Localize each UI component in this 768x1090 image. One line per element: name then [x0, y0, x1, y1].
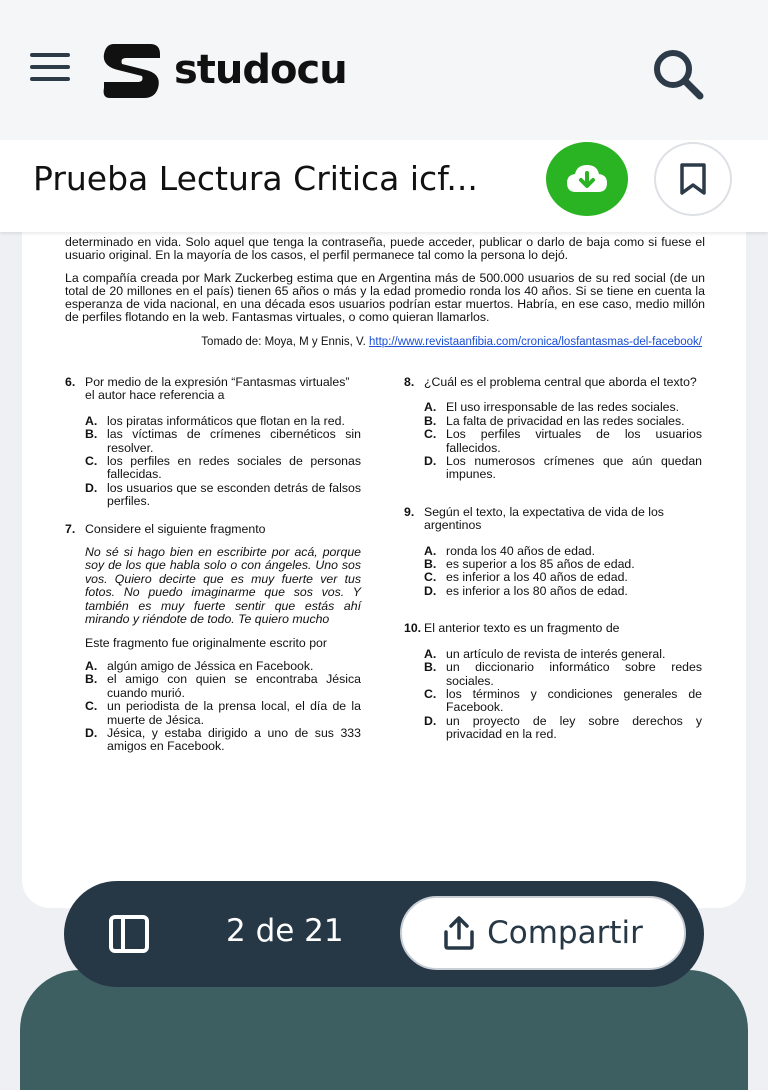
option-text: Jésica, y estaba dirigido a uno de sus 333 amigos en Facebook.	[107, 725, 361, 754]
right-column	[404, 376, 702, 742]
option-letter: D.	[424, 454, 437, 469]
question-text: Considere el siguiente fragmento	[85, 521, 266, 536]
question-text: El anterior texto es un fragmento de	[424, 621, 620, 636]
search-button[interactable]	[650, 46, 706, 102]
option-text: los perfiles en redes sociales de personas fallecidas.	[107, 454, 361, 482]
option-text: es inferior a los 40 años de edad.	[446, 570, 628, 585]
question-7	[65, 523, 361, 536]
option-text: las víctimas de crímenes cibernéticos sin resolver.	[107, 427, 361, 455]
option-text: La falta de privacidad en las redes sociales.	[446, 413, 685, 428]
option-letter: A.	[424, 400, 437, 415]
option-letter: D.	[85, 480, 98, 495]
question-text: ¿Cuál es el problema central que aborda el texto?	[424, 375, 697, 389]
option-text: algún amigo de Jéssica en Facebook.	[107, 658, 314, 673]
document-title: Prueba Lectura Critica icf...	[33, 159, 478, 198]
question-followup: Este fragmento fue originalmente escrito por	[85, 635, 327, 650]
question-number: 6.	[65, 375, 76, 389]
option	[65, 455, 361, 482]
quoted-fragment: No sé si hago bien en escribirte por acá, porque soy de los que habla solo o con ángeles. Uno sos vos. Quiero decirte que es muy fuerte ver tus fotos. No puedo imaginarme que sos vos. Y también es muy fuerte sentir que estás ahí mirando y riéndote de todo. Te quiero mucho	[85, 545, 361, 627]
option-letter: B.	[85, 427, 98, 442]
option-text: un periodista de la prensa local, el día de la muerte de Jésica.	[107, 699, 361, 727]
option	[404, 661, 702, 688]
question-number: 10.	[404, 621, 422, 636]
option	[65, 727, 361, 754]
bookmark-icon	[679, 162, 707, 196]
option-letter: A.	[424, 646, 437, 661]
option	[404, 428, 702, 455]
cloud-download-icon	[565, 162, 609, 196]
question-10	[404, 622, 702, 635]
option-letter: A.	[85, 658, 98, 673]
page-counter: 2 de 21	[226, 913, 344, 949]
option-text: los usuarios que se esconden detrás de falsos perfiles.	[107, 480, 361, 509]
option	[65, 660, 361, 673]
option-text: un artículo de revista de interés general.	[446, 646, 666, 661]
option-letter: C.	[85, 454, 98, 469]
option	[404, 401, 702, 414]
option-text: un proyecto de ley sobre derechos y privacidad en la red.	[446, 713, 702, 742]
option-text: es superior a los 85 años de edad.	[446, 557, 635, 572]
download-button[interactable]	[546, 142, 628, 216]
search-icon	[650, 46, 706, 102]
option	[65, 700, 361, 727]
option	[404, 558, 702, 571]
question-9	[404, 506, 702, 533]
question-text: Por medio de la expresión “Fantasmas virtuales” el autor hace referencia a	[85, 375, 350, 403]
question-number: 9.	[404, 504, 415, 519]
option-letter: D.	[424, 583, 437, 598]
share-label: Compartir	[487, 915, 643, 951]
option-text: Los numerosos crímenes que aún quedan impunes.	[446, 454, 702, 482]
option-letter: B.	[85, 672, 98, 687]
option-letter: B.	[424, 557, 437, 572]
option	[404, 545, 702, 558]
option	[404, 585, 702, 598]
option	[404, 715, 702, 742]
option-letter: B.	[424, 660, 437, 675]
question-number: 7.	[65, 521, 76, 536]
left-column	[65, 376, 361, 754]
reference-link[interactable]: http://www.revistaanfibia.com/cronica/losfantasmas-del-facebook/	[368, 336, 702, 348]
bookmark-button[interactable]	[654, 142, 732, 216]
option	[404, 415, 702, 428]
question-8	[404, 376, 702, 389]
option	[404, 571, 702, 584]
option-text: los términos y condiciones generales de Facebook.	[446, 686, 702, 715]
option	[65, 673, 361, 700]
option-letter: B.	[424, 413, 437, 428]
option-letter: A.	[85, 413, 98, 428]
app-header	[0, 0, 768, 140]
logo-text: studocu	[174, 47, 347, 93]
option	[65, 482, 361, 509]
reference-prefix: Tomado de: Moya, M y Ennis, V.	[201, 336, 369, 348]
question-text: Según el texto, la expectativa de vida de los argentinos	[424, 504, 664, 533]
menu-icon-bar	[30, 77, 70, 81]
option	[65, 415, 361, 428]
option-text: ronda los 40 años de edad.	[446, 543, 596, 558]
option-text: es inferior a los 80 años de edad.	[446, 583, 628, 598]
option-letter: C.	[424, 686, 437, 701]
option	[404, 455, 702, 482]
option-text: Los perfiles virtuales de los usuarios fallecidos.	[446, 427, 702, 455]
option-letter: D.	[424, 713, 437, 728]
question-number: 8.	[404, 375, 415, 389]
option-letter: D.	[85, 725, 98, 740]
document-page	[22, 200, 746, 908]
paragraph-1: determinado en vida. Solo aquel que tenga la contraseña, puede acceder, publicar o darlo de baja como si fuese el usuario original. En la mayoría de los casos, el perfil permanece tal como la persona lo dejó.	[65, 235, 705, 262]
option-letter: A.	[424, 543, 437, 558]
option-text: un diccionario informático sobre redes sociales.	[446, 660, 702, 688]
option-text: los piratas informáticos que flotan en la red.	[107, 413, 345, 428]
bottom-control-bar	[64, 881, 704, 987]
studocu-logo-icon	[100, 40, 164, 100]
studocu-logo[interactable]	[100, 40, 347, 100]
option-letter: C.	[85, 699, 98, 714]
next-section-card	[20, 970, 748, 1090]
menu-icon-bar	[30, 53, 70, 57]
menu-icon-bar	[30, 65, 70, 69]
option-text: el amigo con quien se encontraba Jésica cuando murió.	[107, 672, 361, 700]
question-6	[65, 376, 361, 403]
sidebar-toggle-button[interactable]	[108, 914, 150, 954]
source-reference	[65, 336, 702, 348]
document-title-bar	[0, 140, 768, 232]
option-letter: C.	[424, 427, 437, 442]
option	[65, 428, 361, 455]
sidebar-panel-icon	[108, 914, 150, 954]
share-icon	[443, 916, 475, 950]
option-letter: C.	[424, 570, 437, 585]
option	[404, 688, 702, 715]
option-text: El uso irresponsable de las redes sociales.	[446, 400, 680, 415]
menu-button[interactable]	[30, 53, 70, 87]
paragraph-2: La compañía creada por Mark Zuckerbeg estima que en Argentina más de 500.000 usuarios de su red social (de un total de 20 millones en el país) tienen 65 años o más y la edad promedio ronda los 40 años. Si se tiene en cuenta la esperanza de vida nacional, en una década esos usuarios podrían estar muertos. Habría, en ese caso, medio millón de perfiles flotando en la web. Fantasmas virtuales, o como quieran llamarlos.	[65, 271, 705, 324]
share-button[interactable]	[400, 896, 686, 970]
option	[404, 648, 702, 661]
